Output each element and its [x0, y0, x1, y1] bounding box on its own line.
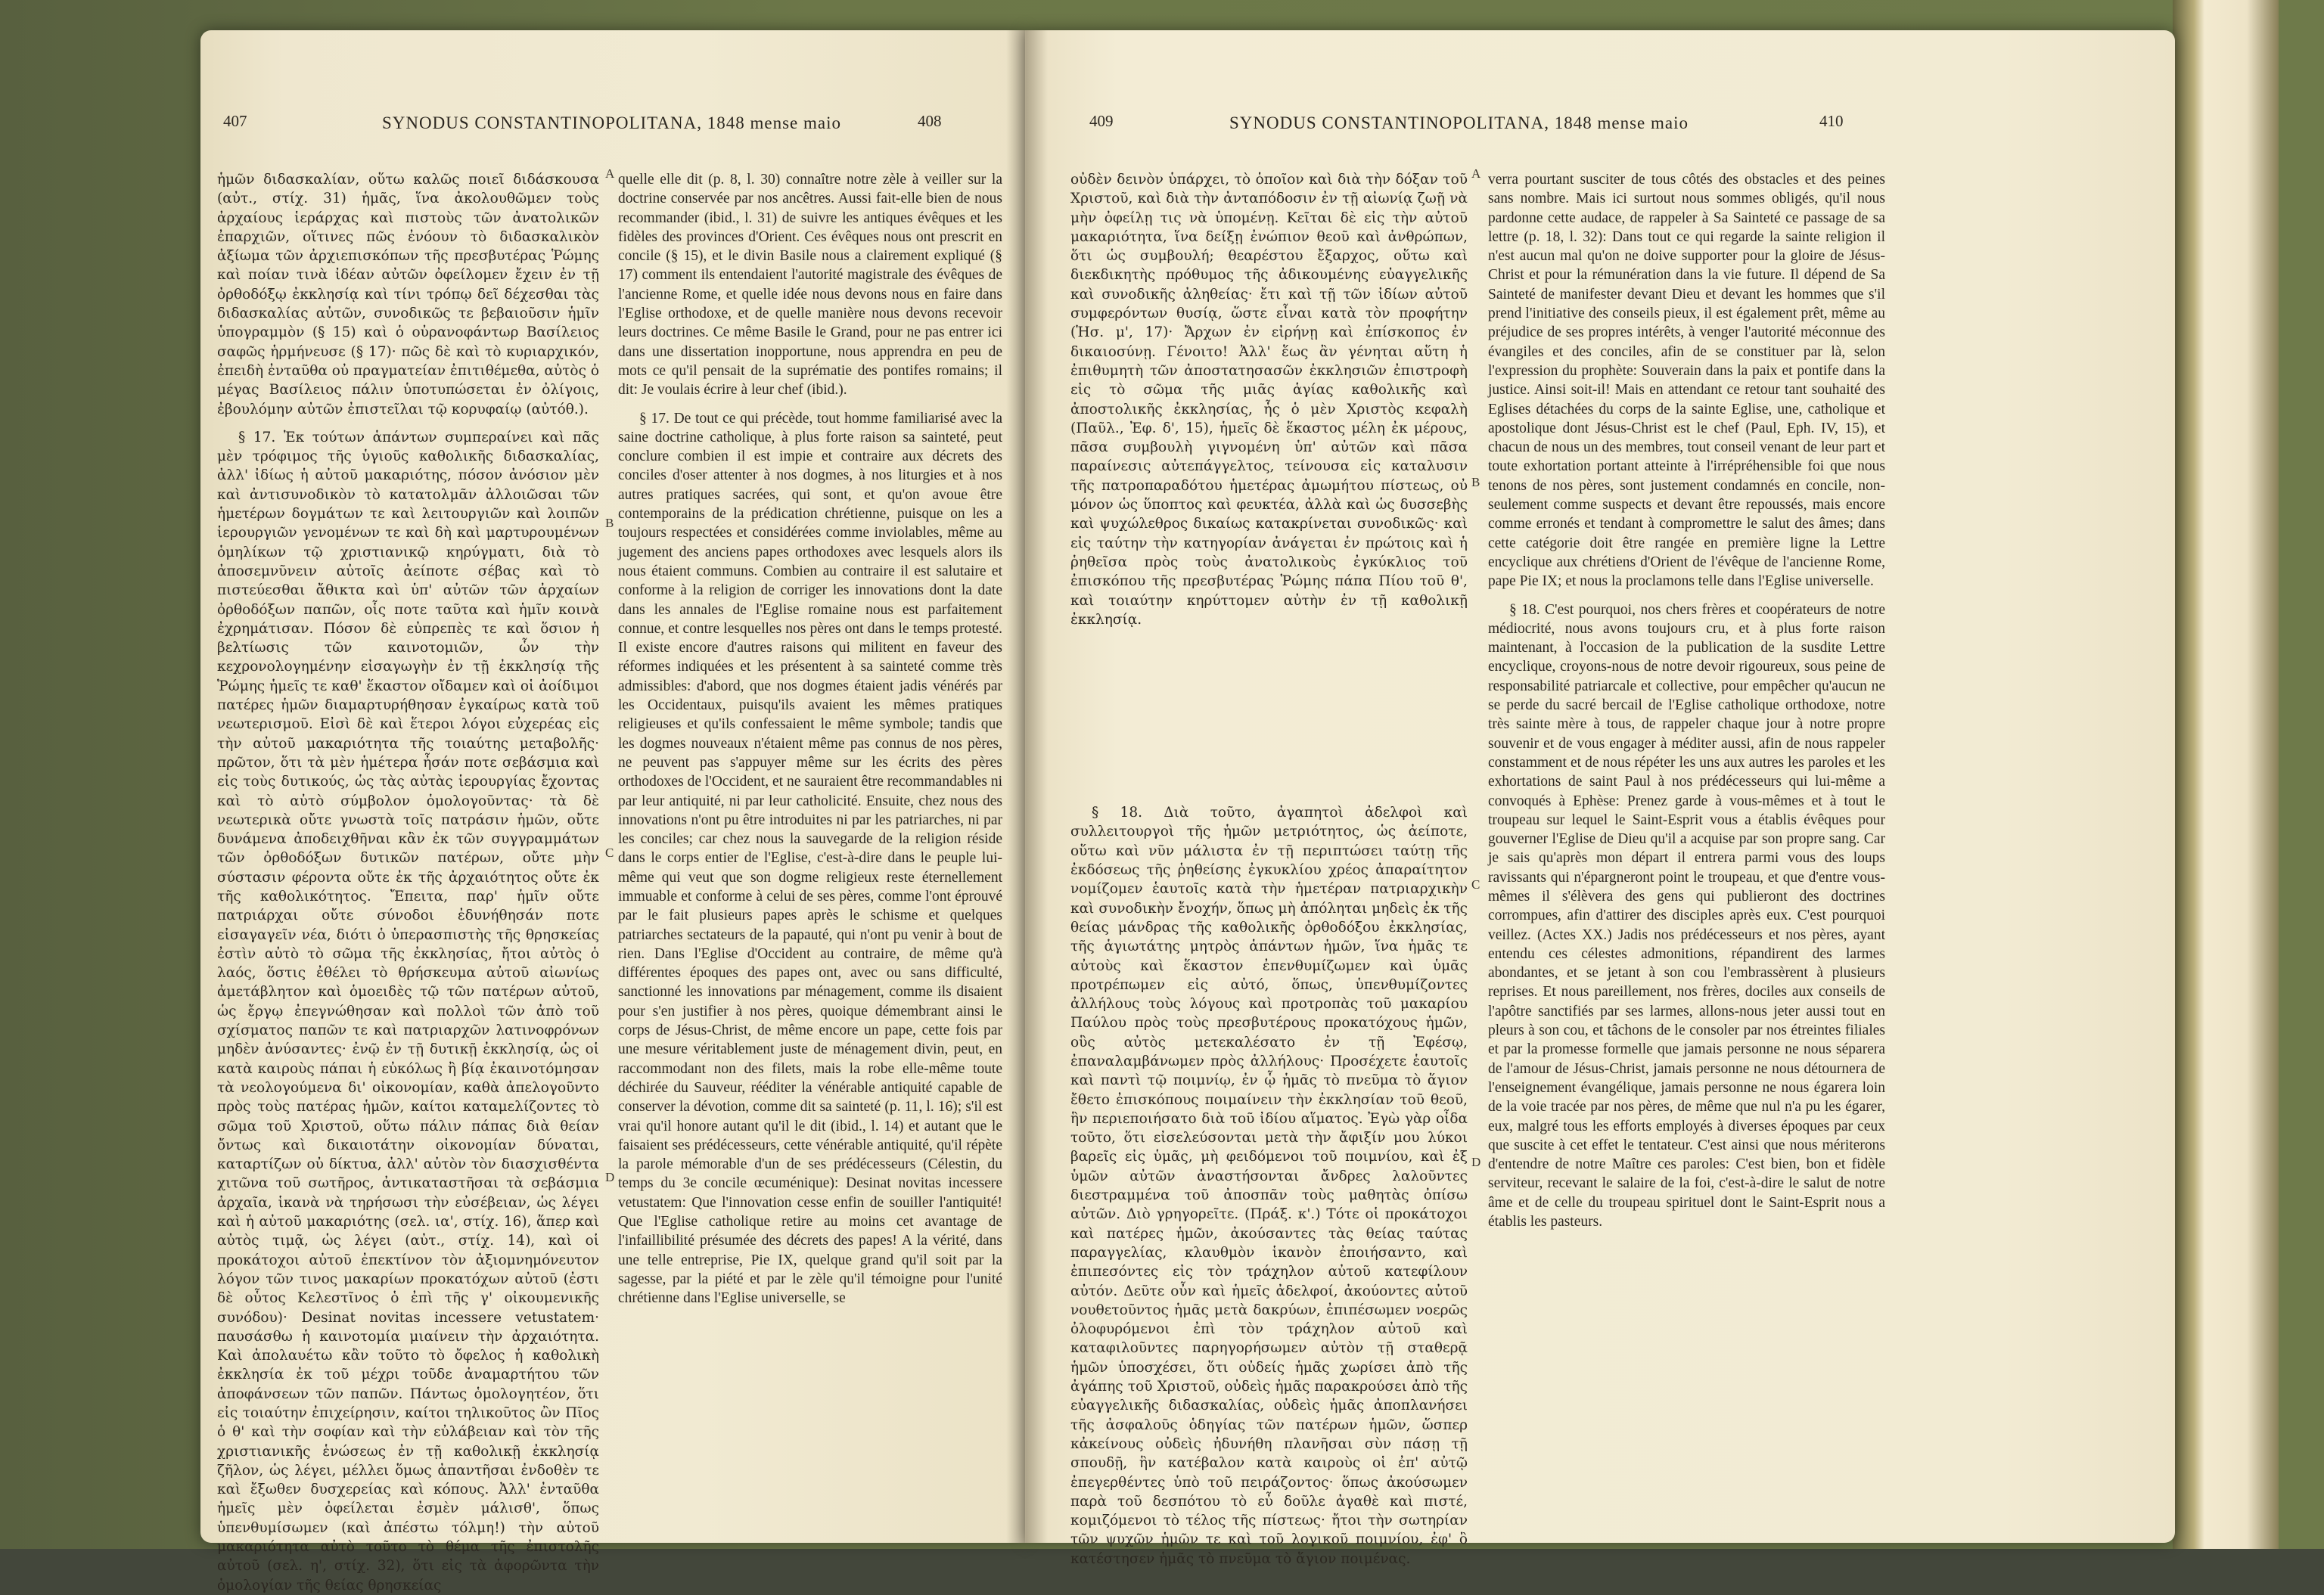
page-number-408: 408	[918, 112, 942, 130]
greek-paragraph: § 17. Ἐκ τούτων ἁπάντων συμπεραίνει καὶ πᾶς μὲν τρόφιμος τῆς ὑγιοῦς καθολικῆς διδασκαλίας, ἀλλ' ἰδίως ἡ αὐτοῦ μακαριότης, πόσον ἀνόσιον μὲν καὶ ἀντισυνοδικὸν τὸ κατατολμᾶν ἀλλοιῶσαι τῶν ἡμετέρων δογμάτων τε καὶ λειτουργιῶν καὶ λοιπῶν ἱερουργιῶν γενομένων τε καὶ δὴ καὶ μαρτυρουμένων ὁμηλίκων τῷ χριστιανικῷ κηρύγματι, διὰ τὸ ἀποσεμνῦνειν αὐτοῖς ἀείποτε σέβας καὶ τὸ πιστεύεσθαι ἄθικτα καὶ ὑπ' αὐτῶν τῶν ἀρχαίων ὀρθοδόξων παπῶν, οἷς ποτε ταῦτα καὶ ἡμῖν κοινὰ ἐχρημάτισαν. Πόσον δὲ εὐπρεπὲς τε καὶ ὅσιον ἡ βελτίωσις τῶν καινοτομιῶν, ὧν τὴν κεχρονολογημένην εἰσαγωγὴν ἐν τῇ ἐκκλησίᾳ τῆς Ῥώμης ἡμεῖς τε καθ' ἕκαστον οἴδαμεν καὶ οἱ ἀοίδιμοι πατέρες ἡμῶν διαμαρτυρήθησαν ἐγκαίρως κατὰ τοῦ νεωτερισμοῦ. Εἰσὶ δὲ καὶ ἕτεροι λόγοι εὐχερέας εἰς τὴν αὐτοῦ μακαριότητα τῆς τοιαύτης μεταβολῆς· πρῶτον, ὅτι τὰ μὲν ἡμέτερα ἦσάν ποτε σεβάσμια καὶ εἰς τοὺς δυτικούς, ὡς τὰς αὐτὰς ἱερουργίας ἔχοντας καὶ τὸ αὐτὸ σύμβολον ὁμολογοῦντας· τὰ δὲ νεωτερικὰ οὔτε γνωστὰ τοῖς πατράσιν ἡμῶν, οὔτε δυνάμενα ἀποδειχθῆναι κἂν ἐκ τῶν συγγραμμάτων τῶν ὀρθοδόξων δυτικῶν πατέρων, οὔτε μὴν σύστασιν φέροντα οὔτε ἐκ τῆς ἀρχαιότητος οὔτε ἐκ τῆς καθολικότητος. Ἔπειτα, παρ' ἡμῖν οὔτε πατριάρχαι οὔτε σύνοδοι ἐδυνήθησάν ποτε εἰσαγαγεῖν νέα, διότι ὁ ὑπερασπιστὴς τῆς θρησκείας ἐστὶν αὐτὸ τὸ σῶμα τῆς ἐκκλησίας, ἤτοι αὐτὸς ὁ λαός, ὅστις ἐθέλει τὸ θρήσκευμα αὐτοῦ αἰωνίως ἀμετάβλητον καὶ ὁμοειδὲς τῷ τῶν πατέρων αὐτοῦ, ὡς ἔργῳ ἐπεγνώθησαν καὶ πολλοὶ τῶν ἀπὸ τοῦ σχίσματος παπῶν τε καὶ πατριαρχῶν λατινοφρόνων μηδὲν ἀνύσαντες· ἐνῷ ἐν τῇ δυτικῇ ἐκκλησίᾳ, ὡς οἱ κατὰ καιροὺς πάπαι ἡ εὐκόλως ἢ βίᾳ ἐκαινοτόμησαν τὰ νεολογούμενα δι' οἰκονομίαν, καθὰ ἀπελογοῦντο πρὸς τοὺς πατέρας ἡμῶν, καίτοι καταμελίζοντες τὸ σῶμα τοῦ Χριστοῦ, οὕτω πάλιν πάπας διὰ θείαν ὄντως καὶ δικαιοτάτην οἰκονομίαν δύναται, καταρτίζων οὐ δίκτυα, ἀλλ' αὐτὸν τὸν διασχισθέντα χιτῶνα τοῦ σωτῆρος, ἀντικαταστῆσαι τὰ σεβάσμια ἀρχαῖα, ἱκανὰ νὰ τηρήσωσι τὴν εὐσέβειαν, ὡς λέγει καὶ ἡ αὐτοῦ μακαριότης (σελ. ια', στίχ. 16), ἅπερ καὶ αὐτὸς τιμᾷ, ὡς λέγει (αὐτ., στίχ. 14), καὶ οἱ προκάτοχοι αὐτοῦ ἐπεκτίνον τὸν ἀξιομνημόνευτον λόγον τῶν τινος μακαρίων προκατόχων αὐτοῦ (ἐστι δὲ οὗτος Κελεστῖνος ὁ ἐπὶ τῆς γ' οἰκουμενικῆς συνόδου)· Desinat novitas incessere vetustatem· παυσάσθω ἡ καινοτομία μιαίνειν τὴν ἀρχαιότητα. Καὶ ἀπολαυέτω κἂν τοῦτο τὸ ὄφελος ἡ καθολικὴ ἐκκλησία ἐκ τοῦ μέχρι τοῦδε ἀναμαρτήτου τῶν ἀποφάνσεων τῶν παπῶν. Πάντως ὁμολογητέον, ὅτι εἰς τοιαύτην ἐπιχείρησιν, καίτοι τηλικοῦτος ὢν Πῖος ὁ θ' καὶ τὴν σοφίαν καὶ τὴν εὐλάβειαν καὶ τὸν τῆς χριστιανικῆς ἑνώσεως ἐν τῇ καθολικῇ ἐκκλησίᾳ ζῆλον, ὡς λέγει, μέλλει ὅμως ἀπαντῆσαι ἐνδοθὲν τε καὶ ἔξωθεν δυσχερείας καὶ κόπους. Ἀλλ' ἐνταῦθα ἡμεῖς μὲν ὀφείλεται ἐσμὲν μάλισθ', ὅπως ὑπενθυμίσωμεν (καὶ ἀπέστω τόλμη!) τὴν αὐτοῦ μακαριότητα αὐτὸ τοῦτο τὸ θέμα τῆς ἐπιστολῆς αὐτοῦ (σελ. η', στίχ. 32), ὅτι εἰς τὰ ἀφορῶντα τὴν ὁμολογίαν τῆς θείας θρησκείας	[217, 429, 599, 1593]
greek-text-column	[217, 170, 599, 1593]
page-edges	[2173, 0, 2279, 1549]
margin-letter-d: D	[605, 1170, 615, 1184]
margin-letter-d: D	[1471, 1155, 1481, 1169]
margin-letter-b: B	[605, 516, 614, 530]
left-page	[200, 30, 1025, 1593]
running-header-right: SYNODUS CONSTANTINOPOLITANA, 1848 mense maio	[1229, 113, 1689, 132]
latin-paragraph: § 17. De tout ce qui précède, tout homme familiarisé avec la saine doctrine catholique, à plus forte raison sa sainteté, peut conclure combien il est impie et contraire aux décrets des conciles d'oser attenter à nos dogmes, à nos liturgies et à nos autres pratiques sacrées, qui sont, et qu'on avoue être contemporains de la prédication chrétienne, puisque on les a toujours respectées et considérées comme inviolables, même au jugement des anciens papes orthodoxes avec lesquels alors ils nous étaient communs. Combien au contraire il est salutaire et conforme à la religion de corriger les innovations dont la date dans les annales de l'Eglise romaine nous est parfaitement connue, et contre lesquelles nos pères ont dans le temps protesté. Il existe encore d'autres raisons qui militent en faveur des réformes indiquées et les présentent à sa sainteté comme très admissibles: d'abord, que nos dogmes étaient jadis vénérés par les Occidentaux, puisqu'ils avaient les mêmes pratiques religieuses et qu'ils confessaient le même symbole; tandis que les dogmes nouveaux n'étaient même pas connus de nos pères, ne peuvent pas s'appuyer même sur les écrits des pères orthodoxes de l'Occident, et ne sauraient être recommandables ni par leur antiquité, ni par leur catholicité. Ensuite, chez nous des innovations n'ont pu être introduites ni par les patriarches, ni par les conciles; car chez nous la sauvegarde de la religion réside dans le corps entier de l'Eglise, c'est-à-dire dans le peuple lui-même qui veut que son dogme religieux reste éternellement immuable et conforme à celui de ses pères, comme l'ont éprouvé par le fait plusieurs papes après le schisme et quelques patriarches sectateurs de la papauté, qui n'ont pu venir à bout de rien. Dans l'Eglise d'Occident au contraire, de même qu'à différentes époques des papes ont, avec ou sans difficulté, sanctionné les innovations par ménagement, comme ils disaient pour s'en justifier à nos pères, quoique démembrant ainsi le corps de Jésus-Christ, de même encore un pape, cette fois par une mesure véritablement juste de ménagement divin, peut, en raccommodant non des filets, mais la robe elle-même toute déchirée du Sauveur, rééditer la vénérable antiquité capable de conserver la dévotion, comme dit sa sainteté (p. 11, l. 16); s'il est vrai qu'il honore autant qu'il le dit (ibid., l. 14) et autant que le faisaient ses prédécesseurs, cette vénérable antiquité, qu'il répète la parole mémorable d'un de ses prédécesseurs (Célestin, du temps du 3e concile œcuménique): Desinat novitas incessere vetustatem: Que l'innovation cesse enfin de souiller l'antiquité! Que l'Eglise catholique retire au moins cet avantage de l'infaillibilité présumée des décrets des papes! A la vérité, dans une telle entreprise, Pie IX, quelque grand qu'il soit par la sagesse, par la piété et par le zèle qu'il témoigne pour l'unité chrétienne dans l'Eglise universelle, se	[618, 410, 1002, 1307]
page-number-407: 407	[223, 112, 247, 130]
latin-paragraph: § 18. C'est pourquoi, nos chers frères et coopérateurs de notre médiocrité, nous avons toujours cru, et à plus forte raison maintenant, à l'occasion de la publication de la susdite Lettre encyclique, croyons-nous de notre devoir rigoureux, sous peine de responsabilité patriarcale et collective, pour empêcher qu'aucun ne se perde du sacré bercail de l'Eglise catholique orthodoxe, notre très sainte mère à tous, de rappeler chaque jour à notre propre souvenir et de vous engager à méditer aussi, afin de nous rappeler constamment et de nous répéter les uns aux autres les paroles et les exhortations de saint Paul à nos prédécesseurs qui lui-même a convoqués à Ephèse: Prenez garde à vous-mêmes et à tout le troupeau sur lequel le Saint-Esprit vous a établis évêques pour gouverner l'Eglise de Dieu qu'il a acquise par son propre sang. Car je sais qu'après mon départ il entrera parmi vous des loups ravissants qui n'épargneront point le troupeau, et que d'entre vous-mêmes il s'élèvera des gens qui publieront des doctrines corrompues, afin d'attirer des disciples après eux. C'est pourquoi veillez. (Actes XX.) Jadis nos prédécesseurs et nos pères, ayant entendu ces célestes admonitions, répandirent des larmes abondantes, et se jetant à son cou l'embrassèrent à plusieurs reprises. Et nous pareillement, nos frères, dociles aux conseils de l'apôtre sanctifiés par ses larmes, allons-nous jeter aussi tout en pleurs à son cou, et tâchons de le consoler par nos étreintes filiales et par la promesse formelle que jamais personne ne nous séparera de l'amour de Jésus-Christ, jamais personne ne nous détournera de l'enseignement évangélique, jamais personne ne nous égarera loin de la voie tracée par nos pères, de même que nul n'a pu les égarer, eux, malgré tous les efforts employés à diverses époques par ceux que suscite à cet effet le tentateur. C'est ainsi que nous mériterons d'entendre de notre Maître ces paroles: C'est bien, bon et fidèle serviteur, recevant le salaire de la foi, c'est-à-dire le salut de notre âme et de celle du troupeau spirituel dont le Saint-Esprit nous a établis les pasteurs.	[1488, 601, 1885, 1230]
page-number-410: 410	[1819, 112, 1844, 130]
greek-paragraph: ἡμῶν διδασκαλίαν, οὕτω καλῶς ποιεῖ διδάσκουσα (αὐτ., στίχ. 31) ἡμᾶς, ἵνα ἀκολουθῶμεν τοὺς ἀρχαίους ἱεράρχας καὶ πιστοὺς τῶν ἀνατολικῶν ἐπαρχιῶν, οἵτινες πῶς ἐνόουν τὸ διδασκαλικὸν ἀξίωμα τῶν ἀρχιεπισκόπων τῆς πρεσβυτέρας Ῥώμης καὶ ποίαν τινὰ ἰδέαν αὐτῶν ὀφείλομεν ἔχειν ἐν τῇ ὀρθοδόξῳ ἐκκλησίᾳ καὶ τίνι τρόπῳ δεῖ δέχεσθαι τὰς διδασκαλίας αὐτῶν, συνοδικῶς τε βεβαιοῦσιν ἡμῖν ὑπογραμμὸν (§ 15) καὶ ὁ οὐρανοφάντωρ Βασίλειος σαφῶς ἡρμήνευσε (§ 17)· πῶς δὲ καὶ τὸ κυριαρχικόν, ἐπειδὴ ἐνταῦθα οὐ πραγματείαν ἐπιτιθέμεθα, αὐτὸς ὁ μέγας Βασίλειος πάλιν ὑποτυπώσεται ἐν ὀλίγοις, ἐβουλόμην αὐτῶν ἐπιστεῖλαι τῷ κορυφαίῳ (αὐτόθ.).	[217, 172, 599, 417]
margin-letter-a: A	[1471, 166, 1481, 181]
latin-paragraph: verra pourtant susciter de tous côtés des obstacles et des peines sans nombre. Mais ici surtout nous sommes obligés, qu'il nous pardonne cette audace, de rappeler à Sa Sainteté ce passage de sa lettre (p. 18, l. 32): Dans tout ce qui regarde la sainte religion il n'est aucun mal qu'on ne doive supporter pour la gloire de Jésus-Christ et pour la rémunération dans la vie future. Il dépend de Sa Sainteté de manifester devant Dieu et devant les hommes que s'il prend l'initiative des conseils pieux, il est également prêt, même au préjudice de ses propres intérêts, à venger l'autorité méconnue des évangiles et des conciles, afin de se constituer par là, selon l'expression du prophète: Souverain dans la paix et pontife dans la justice. Ainsi soit-il! Mais en attendant ce retour tant souhaité des Eglises détachées du corps de la sainte Eglise, une, catholique et apostolique dont Jésus-Christ est le chef (Paul, Eph. IV, 15), et chacun de nous un des membres, tout conseil venant de leur part et toute exhortation portant atteinte à l'irrépréhensible foi que nous tenons de nos pères, sont justement condamnés en concile, non-seulement comme suspects et devant être repoussés, mais encore comme erronés et tendant à compromettre le salut des âmes; dans cette catégorie doit être rangée en première ligne la Lettre encyclique aux chrétiens d'Orient de l'évêque de l'ancienne Rome, pape Pie IX; et nous la proclamons telle dans l'Eglise universelle.	[1488, 172, 1885, 590]
margin-letter-b: B	[1471, 475, 1480, 489]
margin-letter-c: C	[605, 846, 614, 860]
margin-letter-a: A	[605, 166, 615, 181]
greek-text-column	[1070, 170, 1468, 1569]
margin-letter-c: C	[1471, 877, 1480, 892]
latin-text-column	[1488, 170, 1885, 1569]
greek-paragraph: οὐδὲν δεινὸν ὑπάρχει, τὸ ὁποῖον καὶ διὰ τὴν δόξαν τοῦ Χριστοῦ, καὶ διὰ τὴν ἀνταπόδοσιν ἐν τῇ αἰωνίᾳ ζωῇ νὰ μὴν ὀφείλῃ τις νὰ ὑπομένῃ. Κεῖται δὲ εἰς τὴν αὐτοῦ μακαριότητα, ἵνα δείξῃ ἐνώπιον θεοῦ καὶ ἀνθρώπων, ὅτι ὡς συμβουλή; θεαρέστου ἔξαρχος, οὕτω καὶ διεκδικητὴς πρόθυμος τῆς ἀδικουμένης εὐαγγελικῆς καὶ συνοδικῆς ἀληθείας· ἔτι καὶ τῇ τῶν ἰδίων αὐτοῦ συμφερόντων θυσίᾳ, ὥστε εἶναι κατὰ τὸν προφήτην (Ἡσ. μ', 17)· Ἄρχων ἐν εἰρήνῃ καὶ ἐπίσκοπος ἐν δικαιοσύνῃ. Γένοιτο! Ἀλλ' ἕως ἂν γένηται αὕτη ἡ ἐπιθυμητὴ τῶν ἀποστατησασῶν ἐκκλησιῶν ἐπιστροφὴ εἰς τὸ σῶμα τῆς μιᾶς ἁγίας καθολικῆς καὶ ἀποστολικῆς ἐκκλησίας, ἧς ὁ μὲν Χριστὸς κεφαλὴ (Παῦλ., Ἐφ. δ', 15), ἡμεῖς δὲ ἕκαστος μέλη ἐκ μέρους, πᾶσα συμβουλὴ γιγνομένη ὑπ' αὐτῶν καὶ πᾶσα παραίνεσις αὐτεπάγγελτος, τείνουσα εἰς καταλυσιν τῆς πατροπαραδότου ἡμετέρας ἀμωμήτου πίστεως, οὐ μόνον ὡς ὕποπτος καὶ φευκτέα, ἀλλὰ καὶ ὡς δυσσεβὴς καὶ ψυχώλεθρος δικαίως κατακρίνεται συνοδικῶς· καὶ εἰς ταύτην τὴν κατηγορίαν ἀνάγεται ἐν πρώτοις καὶ ἡ ῥηθεῖσα πρὸς τοὺς ἀνατολικοὺς ἐγκύκλιος τοῦ ἐπισκόπου τῆς πρεσβυτέρας Ῥώμης πάπα Πίου τοῦ θ', καὶ τοιαύτην κηρύττομεν αὐτὴν ἐν τῇ καθολικῇ ἐκκλησίᾳ.	[1070, 172, 1468, 628]
page-number-409: 409	[1089, 112, 1114, 130]
greek-paragraph: § 18. Διὰ τοῦτο, ἀγαπητοὶ ἀδελφοὶ καὶ συλλειτουργοὶ τῆς ἡμῶν μετριότητος, ὡς ἀείποτε, οὕτω καὶ νῦν μάλιστα ἐν τῇ περιπτώσει ταύτῃ τῆς ἐκδόσεως τῆς ῥηθείσης ἐγκυκλίου χρέος ἀπαραίτητον νομίζομεν ἑαυτοῖς κατὰ τὴν ἡμετέραν πατριαρχικὴν καὶ συνοδικὴν ἔνοχήν, ὅπως μὴ ἀπόληται μηδεὶς ἐκ τῆς θείας μάνδρας τῆς καθολικῆς ὀρθοδόξου ἐκκλησίας, τῆς ἁγιωτάτης μητρὸς ἁπάντων ἡμῶν, ἵνα ἡμᾶς τε αὐτοὺς καὶ ἕκαστον ἐπενθυμίζωμεν καὶ ὑμᾶς προτρέπωμεν εἰς αὐτό, ὅπως, ὑπενθυμίζοντες ἀλλήλους τοὺς λόγους καὶ προτροπὰς τοῦ μακαρίου Παύλου πρὸς τοὺς πρεσβυτέρους προκατόχους ἡμῶν, οὓς αὐτὸς μετεκαλέσατο ἐν τῇ Ἐφέσῳ, ἐπαναλαμβάνωμεν πρὸς ἀλλήλους· Προσέχετε ἑαυτοῖς καὶ παντὶ τῷ ποιμνίῳ, ἐν ᾧ ἡμᾶς τὸ πνεῦμα τὸ ἅγιον ἔθετο ἐπισκόπους ποιμαίνειν τὴν ἐκκλησίαν τοῦ θεοῦ, ἣν περιεποιήσατο διὰ τοῦ ἰδίου αἵματος. Ἐγὼ γὰρ οἶδα τοῦτο, ὅτι εἰσελεύσονται μετὰ τὴν ἄφιξίν μου λύκοι βαρεῖς εἰς ὑμᾶς, μὴ φειδόμενοι τοῦ ποιμνίου, καὶ ἐξ ὑμῶν αὐτῶν ἀναστήσονται ἄνδρες λαλοῦντες διεστραμμένα τοῦ ἀποσπᾶν τοὺς μαθητὰς ὀπίσω αὐτῶν. Διὸ γρηγορεῖτε. (Πράξ. κ'.) Τότε οἱ προκάτοχοι καὶ πατέρες ἡμῶν, ἀκούσαντες τὰς θείας ταύτας παραγγελίας, κλαυθμὸν ἱκανὸν ἐποιήσαντο, καὶ ἐπιπεσόντες εἰς τὸν τράχηλον αὐτοῦ κατεφίλουν αὐτόν. Δεῦτε οὖν καὶ ἡμεῖς ἀδελφοί, ἀκούοντες αὐτοῦ νουθετοῦντος ἡμᾶς μετὰ δακρύων, ἐπιπέσωμεν νοερῶς ὀλοφυρόμενοι ἐπὶ τὸν τράχηλον αὐτοῦ καὶ καταφιλοῦντες παρηγορήσωμεν αὐτὸν τῇ σταθερᾷ ἡμῶν ὑποσχέσει, ὅτι οὐδείς ἡμᾶς χωρίσει ἀπὸ τῆς ἀγάπης τοῦ Χριστοῦ, οὐδεὶς ἡμᾶς παρακρούσει ἀπὸ τῆς εὐαγγελικῆς διδασκαλίας, οὐδεὶς ἡμᾶς ἀποπλανήσει τῆς ἀσφαλοῦς ὁδηγίας τῶν πατέρων ἡμῶν, ὥσπερ κἀκείνους οὐδεὶς ἠδυνήθη πλανῆσαι σὺν πάσῃ τῇ σπουδῇ, ἣν κατέβαλον κατὰ καιροὺς οἱ ἐπ' αὐτῷ ἐπεγερθέντες ὑπὸ τοῦ πειράζοντος· ὅπως ἀκούσωμεν παρὰ τοῦ δεσπότου τὸ εὖ δοῦλε ἀγαθὲ καὶ πιστέ, κομιζόμενοι τὸ τέλος τῆς πίστεως· ἤτοι τὴν σωτηρίαν τῶν ψυχῶν ἡμῶν τε καὶ τοῦ λογικοῦ ποιμνίου, ἐφ' ὃ κατέστησεν ἡμᾶς τὸ πνεῦμα τὸ ἅγιον ποιμένας.	[1070, 805, 1468, 1567]
latin-paragraph: quelle elle dit (p. 8, l. 30) connaître notre zèle à veiller sur la doctrine conservée par nos ancêtres. Aussi fait-elle bien de nous recommander (ibid., l. 31) de suivre les antiques évêques et les fidèles des provinces d'Orient. Ces évêques nous ont prescrit en concile (§ 15), et le divin Basile nous a clairement expliqué (§ 17) comment ils entendaient l'autorité magistrale des évêques de l'ancienne Rome, et quelle idée nous devons nous en faire dans l'Eglise orthodoxe, et de quelle manière nous devons recevoir leurs doctrines. Ce même Basile le Grand, pour ne pas entrer ici dans une dissertation inopportune, nous apprendra en peu de mots ce qu'il pensait de la suprématie des pontifes romains; il dit: Je voulais écrire à leur chef (ibid.).	[618, 172, 1002, 399]
latin-text-column	[618, 170, 1002, 1569]
running-header-left: SYNODUS CONSTANTINOPOLITANA, 1848 mense maio	[382, 113, 841, 132]
right-page	[1025, 30, 2175, 1567]
